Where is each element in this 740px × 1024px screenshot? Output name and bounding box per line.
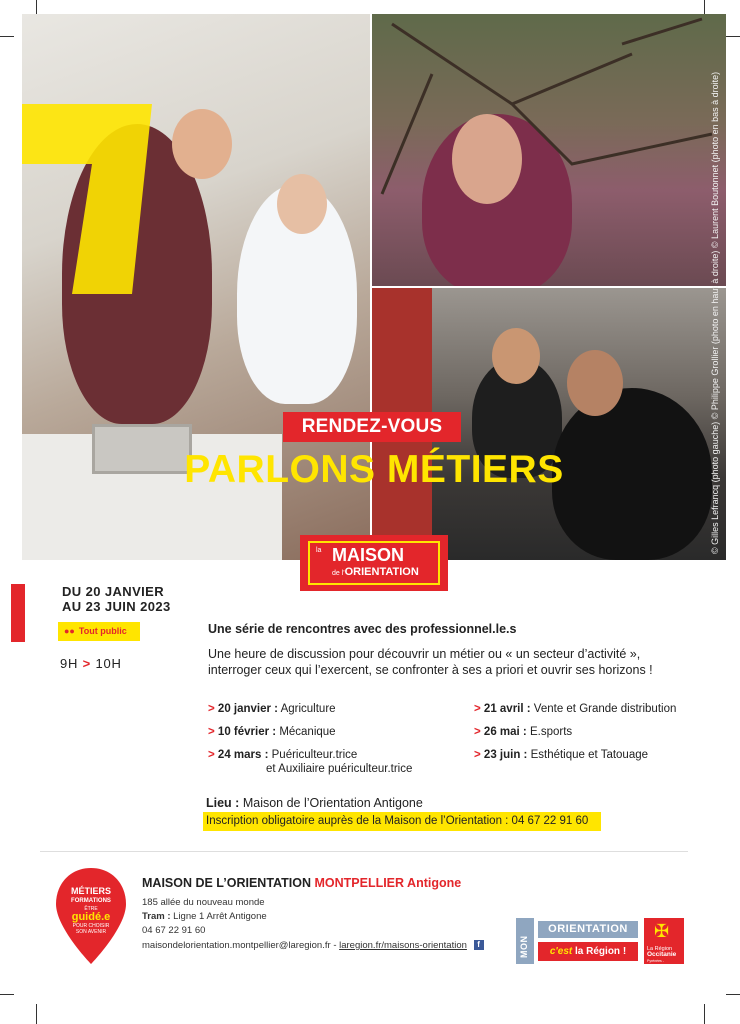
footer-website[interactable]: laregion.fr/maisons-orientation	[339, 940, 467, 951]
logo-cest: c'est	[549, 946, 573, 957]
crop-mark	[36, 0, 37, 14]
pin-text: ÊTRE	[84, 906, 98, 912]
program-item	[474, 725, 572, 739]
footer-name: MAISON DE L’ORIENTATION	[142, 876, 311, 890]
hours-end: 10H	[95, 656, 122, 671]
logo-orientation-word: ORIENTATION	[344, 566, 419, 578]
people-icon: ●●	[64, 626, 75, 636]
footer-address: 185 allée du nouveau monde	[142, 897, 265, 908]
program-date: 24 mars :	[217, 749, 269, 761]
rendez-vous-badge: RENDEZ-VOUS	[283, 412, 461, 442]
program-topic: E.sports	[529, 726, 573, 738]
accent-bar	[11, 584, 25, 642]
logo-la-region: la Région !	[575, 946, 627, 957]
pin-text: MÉTIERS	[70, 886, 112, 896]
program-item	[208, 748, 357, 762]
crop-mark	[0, 994, 14, 995]
program-date: 23 juin :	[483, 749, 528, 761]
crop-mark	[726, 994, 740, 995]
venue-value: Maison de l’Orientation Antigone	[242, 796, 423, 810]
intro-text: Une heure de discussion pour découvrir un métier ou « un secteur d’activité », interroger ceux qui l’exercent, se confronter à ses a priori et ouvrir ses horizons !	[208, 647, 653, 677]
intro-title: Une série de rencontres avec des professionnel.le.s	[208, 622, 517, 636]
registration-notice: Inscription obligatoire auprès de la Maison de l’Orientation : 04 67 22 91 60	[203, 812, 601, 831]
region-occitanie-logo	[644, 918, 684, 969]
occitanie-line: Pyrénées - Méditerranée	[647, 959, 668, 969]
event-title: PARLONS MÉTIERS	[184, 448, 564, 491]
program-date: 26 mai :	[483, 726, 527, 738]
pin-text: guidé.e	[71, 911, 111, 923]
pin-text: FORMATIONS	[71, 898, 111, 904]
crop-mark	[36, 1004, 37, 1024]
person-head	[172, 109, 232, 179]
logo-orientation	[332, 566, 419, 580]
program-item	[474, 702, 676, 716]
divider	[40, 851, 688, 852]
occitanie-line: Occitanie	[647, 951, 677, 958]
crop-mark	[726, 36, 740, 37]
metiers-formations-pin-logo	[54, 866, 128, 966]
dates-line-1: DU 20 JANVIER	[62, 584, 165, 599]
audience-badge	[58, 622, 140, 641]
bullet-marker: >	[208, 726, 215, 738]
program-topic: Mécanique	[279, 726, 336, 738]
footer-organisation	[142, 876, 461, 890]
logo-cest-band	[538, 942, 638, 961]
hours-start: 9H	[60, 656, 79, 671]
footer-city: MONTPELLIER Antigone	[314, 876, 462, 890]
yellow-seven-graphic	[22, 84, 162, 294]
logo-orientation-band: ORIENTATION	[538, 921, 638, 938]
person-head	[277, 174, 327, 234]
event-dates	[62, 584, 171, 614]
crop-mark	[0, 36, 14, 37]
program-topic-continued: et Auxiliaire puériculteur.trice	[266, 763, 413, 775]
logo-mon: MON	[519, 935, 529, 958]
footer-separator: -	[333, 940, 337, 951]
bullet-marker: >	[474, 703, 481, 715]
tram-value: Ligne 1 Arrêt Antigone	[173, 911, 267, 922]
occitan-cross-icon: ✠	[654, 921, 670, 941]
program-date: 21 avril :	[483, 703, 531, 715]
hours-separator: >	[82, 656, 92, 671]
photo-credit: © Gilles Lefrancq (photo gauche) © Philippe Grollier (photo en haut à droite) © Laurent Boutonnet (photo en bas à droite)	[710, 71, 720, 554]
program-item	[208, 702, 336, 716]
dates-line-2: AU 23 JUIN 2023	[62, 599, 171, 614]
logo-de-l: de l'	[332, 570, 345, 577]
footer-contact	[142, 940, 484, 951]
venue	[206, 796, 423, 810]
program-topic: Esthétique et Tatouage	[530, 749, 649, 761]
person-head	[492, 328, 540, 384]
tram-label: Tram :	[142, 911, 171, 922]
maison-orientation-logo	[300, 535, 448, 591]
bullet-marker: >	[208, 703, 215, 715]
footer-tram	[142, 911, 267, 922]
bullet-marker: >	[474, 726, 481, 738]
event-hours	[60, 656, 122, 671]
crop-mark	[704, 1004, 705, 1024]
program-item	[474, 748, 648, 762]
footer-email[interactable]: maisondelorientation.montpellier@laregion.fr	[142, 940, 331, 951]
audience-label: Tout public	[78, 626, 127, 636]
pin-text: SON AVENIR	[75, 929, 107, 935]
facebook-icon[interactable]: f	[474, 940, 484, 950]
logo-mon-band	[516, 918, 534, 964]
person-head	[567, 350, 623, 416]
venue-label: Lieu :	[206, 796, 240, 810]
program-topic: Vente et Grande distribution	[533, 703, 677, 715]
program-topic: Agriculture	[280, 703, 336, 715]
logo-la: la	[316, 547, 322, 554]
bullet-marker: >	[208, 749, 215, 761]
logo-maison: MAISON	[332, 545, 404, 565]
photo-agriculture	[372, 14, 726, 286]
pin-text: POUR CHOISIR	[72, 923, 110, 929]
bullet-marker: >	[474, 749, 481, 761]
program-date: 20 janvier :	[217, 703, 279, 715]
program-topic: Puériculteur.trice	[271, 749, 358, 761]
footer-phone: 04 67 22 91 60	[142, 925, 206, 936]
occitanie-label	[647, 946, 684, 970]
program-item	[208, 725, 336, 739]
crop-mark	[704, 0, 705, 14]
mon-orientation-logo	[516, 918, 640, 964]
occitanie-line: La Région	[647, 946, 673, 952]
program-date: 10 février :	[217, 726, 277, 738]
branches	[372, 14, 726, 286]
